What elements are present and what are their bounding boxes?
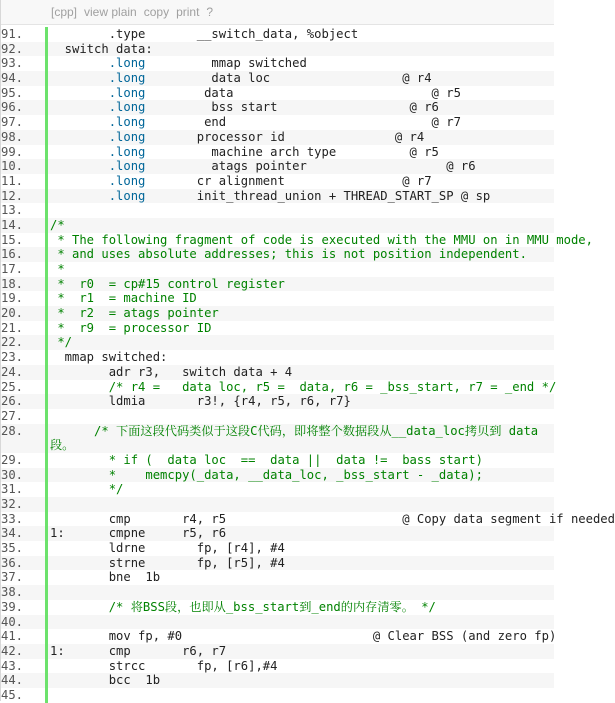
line-source: /* 下面这段代码类似于这段C代码，即将整个数据段从__data_loc拷贝到 data段。 <box>45 424 554 453</box>
line-source <box>45 615 554 630</box>
line-number: 20. <box>1 306 24 321</box>
code-line <box>1 130 554 145</box>
line-source: * memcpy(_data, __data_loc, _bss_start - _data); <box>45 468 554 483</box>
line-number: 29. <box>1 452 24 467</box>
line-source: * if ( data loc == data || data != bass start) <box>45 453 554 468</box>
code-line <box>1 511 615 527</box>
print-link[interactable]: print <box>176 5 200 19</box>
line-number: 37. <box>1 570 24 585</box>
code-line <box>1 688 554 703</box>
code-line <box>1 644 554 659</box>
line-number: 15. <box>1 232 24 247</box>
line-number: 96. <box>1 100 24 115</box>
code-line <box>1 159 554 174</box>
code-line <box>1 232 593 248</box>
line-source: 1: cmpne r5, r6 <box>45 526 554 541</box>
line-number: 12. <box>1 188 24 203</box>
language-label: [cpp] <box>51 5 78 19</box>
code-line <box>1 189 554 204</box>
line-source <box>45 688 554 703</box>
code-line <box>1 145 554 160</box>
code-line <box>1 526 554 541</box>
line-number: 25. <box>1 379 24 394</box>
line-number: 38. <box>1 585 24 600</box>
line-number: 34. <box>1 526 24 541</box>
line-source: */ <box>45 482 554 497</box>
line-source: strne fp, [r5], #4 <box>45 556 554 571</box>
line-source: * The following fragment of code is executed with the MMU on in MMU mode, <box>45 233 593 248</box>
code-line <box>1 56 554 71</box>
line-source: * r1 = machine ID <box>45 291 554 306</box>
line-source: 1: cmp r6, r7 <box>45 644 554 659</box>
line-number: 10. <box>1 159 24 174</box>
code-line <box>1 86 554 101</box>
line-source: .long mmap switched <box>45 56 554 71</box>
code-line <box>1 350 554 365</box>
line-source: mmap switched: <box>45 350 554 365</box>
help-link[interactable]: ? <box>206 5 214 19</box>
line-source: * r2 = atags pointer <box>45 306 554 321</box>
line-source: * <box>45 262 554 277</box>
code-line <box>1 394 554 409</box>
copy-link[interactable]: copy <box>143 5 170 19</box>
line-source: .long end @ r7 <box>45 115 554 130</box>
code-line <box>1 203 554 218</box>
line-number: 91. <box>1 27 24 41</box>
line-number: 92. <box>1 41 24 56</box>
code-line <box>1 497 554 512</box>
code-line <box>1 335 554 350</box>
line-number: 45. <box>1 687 24 702</box>
line-source: cmp r4, r5 @ Copy data segment if needed <box>45 512 615 527</box>
line-source: bcc 1b <box>45 673 554 688</box>
line-source: /* <box>45 218 554 233</box>
code-line <box>1 100 554 115</box>
line-number: 99. <box>1 144 24 159</box>
line-number: 35. <box>1 541 24 556</box>
code-line <box>1 218 554 233</box>
code-line <box>1 673 554 688</box>
code-line <box>1 365 554 380</box>
code-line <box>1 174 554 189</box>
code-line <box>1 482 554 497</box>
line-source: bne 1b <box>45 570 554 585</box>
line-source <box>45 497 554 512</box>
line-number: 97. <box>1 115 24 130</box>
line-number: 22. <box>1 335 24 350</box>
code-line <box>1 321 554 336</box>
code-line <box>1 247 554 262</box>
line-source: adr r3, switch data + 4 <box>45 365 554 380</box>
line-number: 28. <box>1 423 24 438</box>
line-number: 39. <box>1 599 24 614</box>
code-line <box>1 424 554 453</box>
line-number: 23. <box>1 350 24 365</box>
line-source <box>45 409 554 424</box>
line-source: .long data loc @ r4 <box>45 71 554 86</box>
line-source: * r0 = cp#15 control register <box>45 277 554 292</box>
line-source: mov fp, #0 @ Clear BSS (and zero fp) <box>45 629 556 644</box>
line-number: 95. <box>1 85 24 100</box>
line-source: * and uses absolute addresses; this is not position independent. <box>45 247 554 262</box>
line-number: 93. <box>1 56 24 71</box>
code-line <box>1 453 554 468</box>
code-line <box>1 262 554 277</box>
code-toolbar <box>1 0 554 25</box>
line-number: 94. <box>1 71 24 86</box>
line-number: 16. <box>1 247 24 262</box>
code-line <box>1 42 554 57</box>
code-line <box>1 659 554 674</box>
line-source: strcc fp, [r6],#4 <box>45 659 554 674</box>
line-number: 41. <box>1 629 24 644</box>
line-source: .long processor id @ r4 <box>45 130 554 145</box>
line-number: 24. <box>1 364 24 379</box>
code-line <box>1 71 554 86</box>
code-line <box>1 556 554 571</box>
code-line <box>1 277 554 292</box>
line-source: .type __switch_data, %object <box>45 27 554 42</box>
line-source: ldrne fp, [r4], #4 <box>45 541 554 556</box>
line-number: 11. <box>1 173 24 188</box>
line-number: 43. <box>1 658 24 673</box>
code-line <box>1 585 554 600</box>
line-number: 26. <box>1 394 24 409</box>
line-number: 21. <box>1 320 24 335</box>
line-source: .long machine arch type @ r5 <box>45 145 554 160</box>
line-number: 31. <box>1 482 24 497</box>
line-number: 33. <box>1 511 24 526</box>
line-source: .long bss start @ r6 <box>45 100 554 115</box>
line-number: 32. <box>1 497 24 512</box>
code-line <box>1 541 554 556</box>
line-number: 44. <box>1 673 24 688</box>
line-number: 40. <box>1 614 24 629</box>
code-line <box>1 409 554 424</box>
code-line <box>1 629 557 644</box>
line-number: 18. <box>1 276 24 291</box>
line-number: 98. <box>1 129 24 144</box>
code-line <box>1 306 554 321</box>
line-number: 36. <box>1 555 24 570</box>
line-source: ldmia r3!, {r4, r5, r6, r7} <box>45 394 554 409</box>
line-number: 19. <box>1 291 24 306</box>
code-line <box>1 615 554 630</box>
line-source: * r9 = processor ID <box>45 321 554 336</box>
line-source: .long data @ r5 <box>45 86 554 101</box>
line-number: 42. <box>1 643 24 658</box>
code-line <box>1 570 554 585</box>
line-source <box>45 203 554 218</box>
code-line <box>1 291 554 306</box>
line-number: 27. <box>1 408 24 423</box>
line-source: */ <box>45 335 554 350</box>
line-number: 30. <box>1 467 24 482</box>
line-source: /* 将BSS段，也即从_bss_start到_end的内存清零。 */ <box>45 600 554 615</box>
line-source <box>45 585 554 600</box>
line-number: 17. <box>1 262 24 276</box>
code-line <box>1 115 554 130</box>
view-plain-link[interactable]: view plain <box>84 5 137 19</box>
line-source: .long atags pointer @ r6 <box>45 159 554 174</box>
line-source: .long init_thread_union + THREAD_START_SP @ sp <box>45 189 554 204</box>
line-number: 14. <box>1 217 24 232</box>
line-source: /* r4 = data loc, r5 = data, r6 = _bss_start, r7 = _end */ <box>45 380 556 395</box>
code-line <box>1 468 554 483</box>
code-line <box>1 600 554 615</box>
code-line <box>1 27 554 42</box>
line-number: 13. <box>1 203 24 218</box>
code-block <box>1 27 615 702</box>
code-line <box>1 379 557 395</box>
line-source: .long cr alignment @ r7 <box>45 174 554 189</box>
line-source: switch data: <box>45 42 554 57</box>
